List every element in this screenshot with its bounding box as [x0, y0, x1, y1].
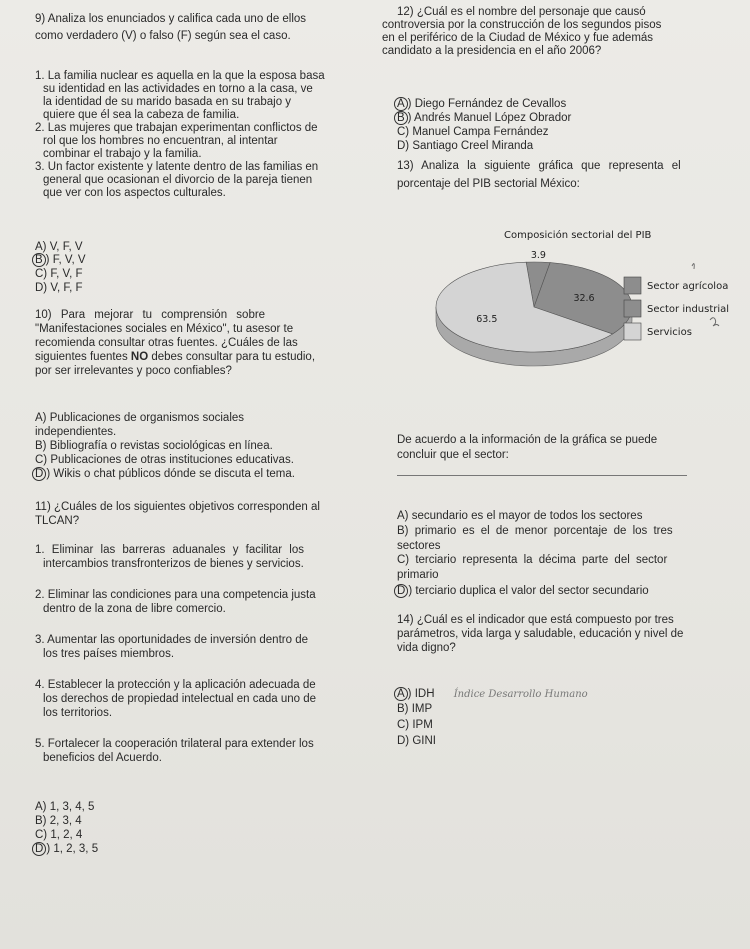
q14-option-b[interactable]: B) IMP: [397, 703, 433, 715]
q13-option-b-l1[interactable]: B) primario es el de menor porcentaje de los tres: [397, 525, 673, 537]
q13-after-l1: De acuerdo a la información de la gráfica se puede: [397, 434, 658, 446]
q10-prompt-l2: "Manifestaciones sociales en México", tu asesor te: [35, 323, 294, 335]
q11-statement3-l1: 3. Aumentar las oportunidades de inversión dentro de: [35, 634, 308, 646]
q13-option-c-l1[interactable]: C) terciario representa la décima parte del sector: [397, 554, 668, 566]
q9-statement2-l3: combinar el trabajo y la familia.: [43, 148, 202, 160]
q13-option-b-l2[interactable]: sectores: [397, 540, 441, 552]
q11-statement5-l2: beneficios del Acuerdo.: [43, 752, 162, 764]
q10-prompt-l3: recomienda consultar otras fuentes. ¿Cuáles de las: [35, 337, 298, 349]
q9-statement2-l1: 2. Las mujeres que trabajan experimentan conflictos de: [35, 122, 318, 134]
q14-option-d[interactable]: D) GINI: [397, 735, 436, 747]
q9-statement3-l1: 3. Un factor existente y latente dentro de las familias en: [35, 161, 319, 173]
q9-prompt-line2: como verdadero (V) o falso (F) según sea el caso.: [35, 30, 291, 42]
q12-option-c[interactable]: C) Manuel Campa Fernández: [397, 126, 549, 138]
q11-statement4-l3: los territorios.: [43, 707, 113, 719]
legend-servicios-swatch: [624, 323, 641, 340]
q9-statement1-l4: quiere que él sea la cabeza de familia.: [43, 109, 240, 121]
chart-legend: [624, 277, 729, 340]
q11-option-b[interactable]: B) 2, 3, 4: [35, 815, 82, 827]
q12-prompt-l3: en el periférico de la Ciudad de México y fue además: [382, 32, 654, 44]
q10-option-d-circled-letter: D: [32, 467, 46, 481]
q13-option-a[interactable]: A) secundario es el mayor de todos los sectores: [397, 510, 643, 522]
q12-option-a[interactable]: [397, 98, 566, 111]
q11-prompt-l1: 11) ¿Cuáles de los siguientes objetivos corresponden al: [35, 501, 320, 513]
q13-option-d-circled-letter: D: [394, 584, 408, 598]
q13-option-d[interactable]: [397, 585, 649, 598]
q12-option-b-circled-letter: B: [394, 111, 408, 125]
q11-statement1-l2: intercambios transfronterizos de bienes y servicios.: [43, 558, 304, 570]
q13-prompt-l1: 13) Analiza la siguiente gráfica que representa el: [397, 160, 681, 172]
q9-option-b-circled-letter: B: [32, 253, 46, 267]
q12-prompt-l1: 12) ¿Cuál es el nombre del personaje que causó: [397, 6, 646, 18]
q12-option-b[interactable]: [397, 112, 571, 125]
q10-prompt-l1: 10) Para mejorar tu comprensión sobre: [35, 309, 266, 321]
q10-l4-bold: NO: [130, 351, 149, 363]
handwritten-scribble: [692, 264, 719, 326]
q9-option-c[interactable]: C) F, V, F: [35, 268, 83, 280]
q11-prompt-l2: TLCAN?: [35, 515, 80, 527]
q10-option-c[interactable]: C) Publicaciones de otras instituciones educativas.: [35, 454, 294, 466]
q9-option-a[interactable]: A) V, F, V: [35, 241, 83, 253]
q9-statement3-l3: que ver con los aspectos culturales.: [43, 187, 226, 199]
q13-option-d-text: ) terciario duplica el valor del sector secundario: [408, 585, 649, 597]
q14-prompt-l3: vida digno?: [397, 642, 456, 654]
q10-prompt-l4: [35, 351, 315, 364]
q13-after-l2: concluir que el sector:: [397, 449, 509, 461]
q12-option-a-circled-letter: A: [394, 97, 408, 111]
legend-industrial-label: Sector industrial: [647, 304, 730, 315]
q14-option-a[interactable]: [397, 688, 588, 701]
pie-label-slice-agricola: 3.9: [530, 249, 546, 261]
q11-option-d-text: ) 1, 2, 3, 5: [46, 843, 99, 855]
q9-statement1-l2: su identidad en las actividades en torno a la casa, ve: [43, 83, 313, 95]
q11-statement1-l1: 1. Eliminar las barreras aduanales y facilitar los: [35, 544, 304, 556]
q10-option-b[interactable]: B) Bibliografía o revistas sociológicas en línea.: [35, 440, 273, 452]
q11-option-d[interactable]: [35, 843, 98, 856]
q11-option-c[interactable]: C) 1, 2, 4: [35, 829, 83, 841]
q10-option-a-l1[interactable]: A) Publicaciones de organismos sociales: [35, 412, 245, 424]
pib-pie-chart: [424, 225, 744, 400]
q13-answer-line[interactable]: [397, 475, 687, 476]
q9-option-d[interactable]: D) V, F, F: [35, 282, 83, 294]
q9-statement1-l3: la identidad de su marido basada en su trabajo y: [43, 96, 292, 108]
q14-option-a-text: ) IDH: [407, 688, 435, 700]
q12-prompt-l2: controversia por la construcción de los segundos pisos: [382, 19, 662, 31]
q12-option-b-text: ) Andrés Manuel López Obrador: [407, 112, 572, 124]
q11-statement4-l1: 4. Establecer la protección y la aplicación adecuada de: [35, 679, 316, 691]
q11-statement5-l1: 5. Fortalecer la cooperación trilateral para extender los: [35, 738, 314, 750]
q14-prompt-l1: 14) ¿Cuál es el indicador que está compuesto por tres: [397, 614, 674, 626]
chart-title: Composición sectorial del PIB: [504, 230, 652, 241]
pie-label-slice-industrial: 32.6: [573, 292, 595, 304]
q10-l4-pre: siguientes fuentes: [35, 351, 131, 363]
q11-statement4-l2: los derechos de propiedad intelectual en cada uno de: [43, 693, 317, 705]
q13-prompt-l2: porcentaje del PIB sectorial México:: [397, 178, 580, 190]
q12-option-d[interactable]: D) Santiago Creel Miranda: [397, 140, 534, 152]
q10-prompt-l5: por ser irrelevantes y poco confiables?: [35, 365, 232, 377]
legend-servicios-label: Servicios: [647, 327, 692, 338]
legend-industrial-swatch: [624, 300, 641, 317]
q14-handwritten-note: Índice Desarrollo Humano: [453, 689, 588, 700]
q10-l4-post: debes consultar para tu estudio,: [148, 351, 316, 363]
q9-option-b[interactable]: [35, 254, 86, 267]
q9-prompt-line1: 9) Analiza los enunciados y califica cada uno de ellos: [35, 13, 307, 25]
q14-option-a-circled-letter: A: [394, 687, 408, 701]
q11-option-d-circled-letter: D: [32, 842, 46, 856]
q12-prompt-l4: candidato a la presidencia en el año 2006?: [382, 45, 602, 57]
q9-option-b-text: ) F, V, V: [45, 254, 86, 266]
pie-slices: [436, 262, 632, 352]
q11-statement2-l1: 2. Eliminar las condiciones para una competencia justa: [35, 589, 316, 601]
pie-label-slice-servicios: 63.5: [476, 313, 498, 325]
q10-option-a-l2[interactable]: independientes.: [35, 426, 117, 438]
q9-statement3-l2: general que ocasionan el divorcio de la pareja tienen: [43, 174, 313, 186]
q9-statement1-l1: 1. La familia nuclear es aquella en la que la esposa basa: [35, 70, 325, 82]
q14-option-c[interactable]: C) IPM: [397, 719, 433, 731]
q14-prompt-l2: parámetros, vida larga y saludable, educación y nivel de: [397, 628, 684, 640]
q10-option-d-text: ) Wikis o chat públicos dónde se discuta el tema.: [46, 468, 295, 480]
q11-option-a[interactable]: A) 1, 3, 4, 5: [35, 801, 95, 813]
legend-agricola-swatch: [624, 277, 641, 294]
q12-option-a-text: ) Diego Fernández de Cevallos: [407, 98, 567, 110]
legend-agricola-label: Sector agrícoloa: [647, 281, 729, 292]
q10-option-d[interactable]: [35, 468, 295, 481]
q11-statement2-l2: dentro de la zona de libre comercio.: [43, 603, 226, 615]
q9-statement2-l2: rol que los hombres no encuentran, al intentar: [43, 135, 278, 147]
q13-option-c-l2[interactable]: primario: [397, 569, 439, 581]
q11-statement3-l2: los tres países miembros.: [43, 648, 175, 660]
